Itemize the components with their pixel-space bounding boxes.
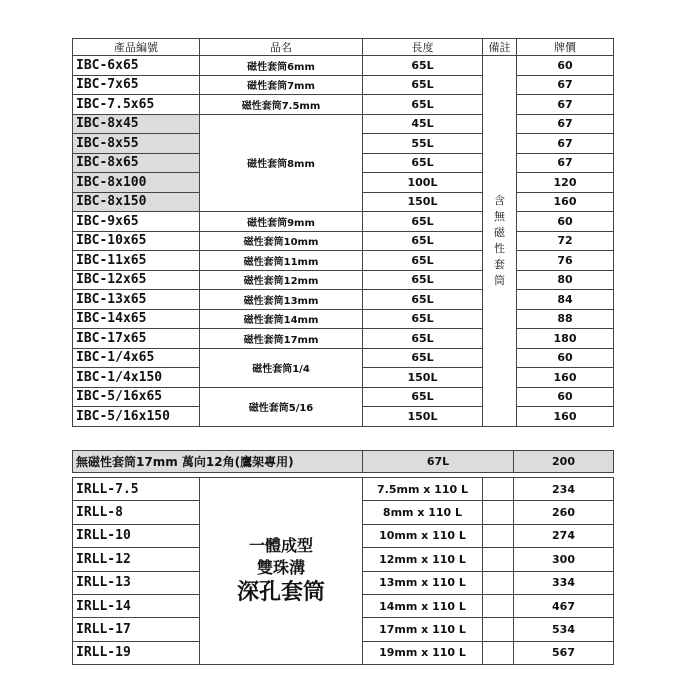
note-cell	[483, 571, 514, 594]
feature-cell	[200, 478, 363, 665]
table-row	[73, 114, 614, 134]
irll-price-table	[72, 477, 614, 665]
product-code: IRLL-19	[73, 641, 200, 664]
banner-row	[73, 451, 614, 473]
banner-length: 67L	[363, 451, 514, 473]
table-row	[73, 309, 614, 329]
product-price: 260	[514, 501, 614, 524]
product-price: 60	[517, 212, 614, 232]
product-length: 65L	[363, 387, 483, 407]
note-cell	[483, 501, 514, 524]
product-length: 65L	[363, 309, 483, 329]
note-char: 套	[494, 257, 505, 271]
header-note: 備註	[483, 39, 517, 56]
product-price: 80	[517, 270, 614, 290]
product-spec: 8mm x 110 L	[363, 501, 483, 524]
product-length: 65L	[363, 212, 483, 232]
table-header-row	[73, 39, 614, 56]
product-name: 磁性套筒7.5mm	[200, 95, 363, 115]
product-price: 160	[517, 192, 614, 212]
product-name: 磁性套筒17mm	[200, 329, 363, 349]
product-price: 567	[514, 641, 614, 664]
table-row	[73, 387, 614, 407]
product-length: 65L	[363, 56, 483, 76]
table-row	[73, 231, 614, 251]
product-price: 160	[517, 407, 614, 427]
note-char: 無	[494, 209, 505, 223]
table-row	[73, 270, 614, 290]
product-price: 88	[517, 309, 614, 329]
product-name: 磁性套筒1/4	[200, 348, 363, 387]
product-price: 60	[517, 387, 614, 407]
note-char: 含	[494, 193, 505, 207]
product-spec: 13mm x 110 L	[363, 571, 483, 594]
note-cell	[483, 618, 514, 641]
note-cell	[483, 478, 514, 501]
product-price: 67	[517, 153, 614, 173]
product-spec: 19mm x 110 L	[363, 641, 483, 664]
note-cell	[483, 641, 514, 664]
table-row	[73, 212, 614, 232]
product-name: 磁性套筒7mm	[200, 75, 363, 95]
product-price: 120	[517, 173, 614, 193]
product-length: 65L	[363, 329, 483, 349]
feature-line-2: 雙珠溝	[256, 558, 305, 578]
product-code: IBC-9x65	[73, 212, 200, 232]
product-length: 65L	[363, 231, 483, 251]
table-row	[73, 329, 614, 349]
product-code: IBC-8x150	[73, 192, 200, 212]
product-spec: 14mm x 110 L	[363, 594, 483, 617]
feature-line-3: 深孔套筒	[236, 580, 325, 606]
table-row	[73, 290, 614, 310]
product-length: 65L	[363, 95, 483, 115]
table-row	[73, 75, 614, 95]
product-code: IRLL-12	[73, 548, 200, 571]
product-length: 150L	[363, 368, 483, 388]
product-price: 234	[514, 478, 614, 501]
note-cell	[483, 56, 517, 427]
note-char: 性	[494, 241, 505, 255]
table-row	[73, 348, 614, 368]
banner-price: 200	[514, 451, 614, 473]
product-length: 65L	[363, 348, 483, 368]
product-code: IBC-14x65	[73, 309, 200, 329]
note-char: 磁	[494, 225, 505, 239]
product-length: 150L	[363, 192, 483, 212]
product-length: 65L	[363, 290, 483, 310]
product-price: 274	[514, 524, 614, 547]
product-code: IRLL-10	[73, 524, 200, 547]
product-name: 磁性套筒10mm	[200, 231, 363, 251]
product-code: IBC-12x65	[73, 270, 200, 290]
banner-title: 無磁性套筒17mm 萬向12角(鷹架專用)	[73, 451, 363, 473]
product-code: IBC-7.5x65	[73, 95, 200, 115]
product-spec: 7.5mm x 110 L	[363, 478, 483, 501]
product-price: 67	[517, 134, 614, 154]
product-code: IBC-8x45	[73, 114, 200, 134]
note-cell	[483, 594, 514, 617]
product-code: IBC-8x100	[73, 173, 200, 193]
product-name: 磁性套筒13mm	[200, 290, 363, 310]
product-name: 磁性套筒5/16	[200, 387, 363, 426]
product-price: 76	[517, 251, 614, 271]
product-name: 磁性套筒12mm	[200, 270, 363, 290]
table-row	[73, 95, 614, 115]
product-name: 磁性套筒14mm	[200, 309, 363, 329]
ibc-price-table	[72, 38, 614, 427]
table-row	[73, 56, 614, 76]
product-code: IBC-17x65	[73, 329, 200, 349]
product-code: IBC-6x65	[73, 56, 200, 76]
product-price: 334	[514, 571, 614, 594]
product-code: IRLL-8	[73, 501, 200, 524]
product-code: IBC-7x65	[73, 75, 200, 95]
product-length: 45L	[363, 114, 483, 134]
product-length: 55L	[363, 134, 483, 154]
note-cell	[483, 524, 514, 547]
product-price: 67	[517, 95, 614, 115]
product-length: 65L	[363, 251, 483, 271]
table-row	[73, 251, 614, 271]
feature-line-1: 一體成型	[248, 536, 313, 556]
product-price: 300	[514, 548, 614, 571]
product-price: 84	[517, 290, 614, 310]
product-price: 160	[517, 368, 614, 388]
product-code: IBC-1/4x150	[73, 368, 200, 388]
product-name: 磁性套筒8mm	[200, 114, 363, 212]
product-code: IBC-8x65	[73, 153, 200, 173]
product-code: IBC-11x65	[73, 251, 200, 271]
note-cell	[483, 548, 514, 571]
product-price: 180	[517, 329, 614, 349]
product-code: IBC-13x65	[73, 290, 200, 310]
note-char: 筒	[494, 273, 505, 287]
table-row	[73, 478, 614, 501]
product-code: IRLL-17	[73, 618, 200, 641]
product-price: 534	[514, 618, 614, 641]
product-name: 磁性套筒11mm	[200, 251, 363, 271]
header-name: 品名	[200, 39, 363, 56]
product-price: 72	[517, 231, 614, 251]
product-length: 100L	[363, 173, 483, 193]
product-code: IBC-5/16x150	[73, 407, 200, 427]
product-spec: 17mm x 110 L	[363, 618, 483, 641]
product-code: IRLL-7.5	[73, 478, 200, 501]
product-price: 67	[517, 75, 614, 95]
product-code: IRLL-14	[73, 594, 200, 617]
product-name: 磁性套筒6mm	[200, 56, 363, 76]
product-code: IBC-8x55	[73, 134, 200, 154]
product-price: 60	[517, 348, 614, 368]
product-length: 65L	[363, 153, 483, 173]
header-price: 牌價	[517, 39, 614, 56]
product-price: 67	[517, 114, 614, 134]
product-length: 65L	[363, 270, 483, 290]
product-code: IRLL-13	[73, 571, 200, 594]
product-name: 磁性套筒9mm	[200, 212, 363, 232]
header-code: 產品編號	[73, 39, 200, 56]
product-length: 150L	[363, 407, 483, 427]
product-code: IBC-1/4x65	[73, 348, 200, 368]
product-code: IBC-10x65	[73, 231, 200, 251]
product-price: 467	[514, 594, 614, 617]
product-code: IBC-5/16x65	[73, 387, 200, 407]
product-price: 60	[517, 56, 614, 76]
non-magnetic-banner	[72, 450, 614, 473]
header-length: 長度	[363, 39, 483, 56]
product-length: 65L	[363, 75, 483, 95]
product-spec: 12mm x 110 L	[363, 548, 483, 571]
product-spec: 10mm x 110 L	[363, 524, 483, 547]
